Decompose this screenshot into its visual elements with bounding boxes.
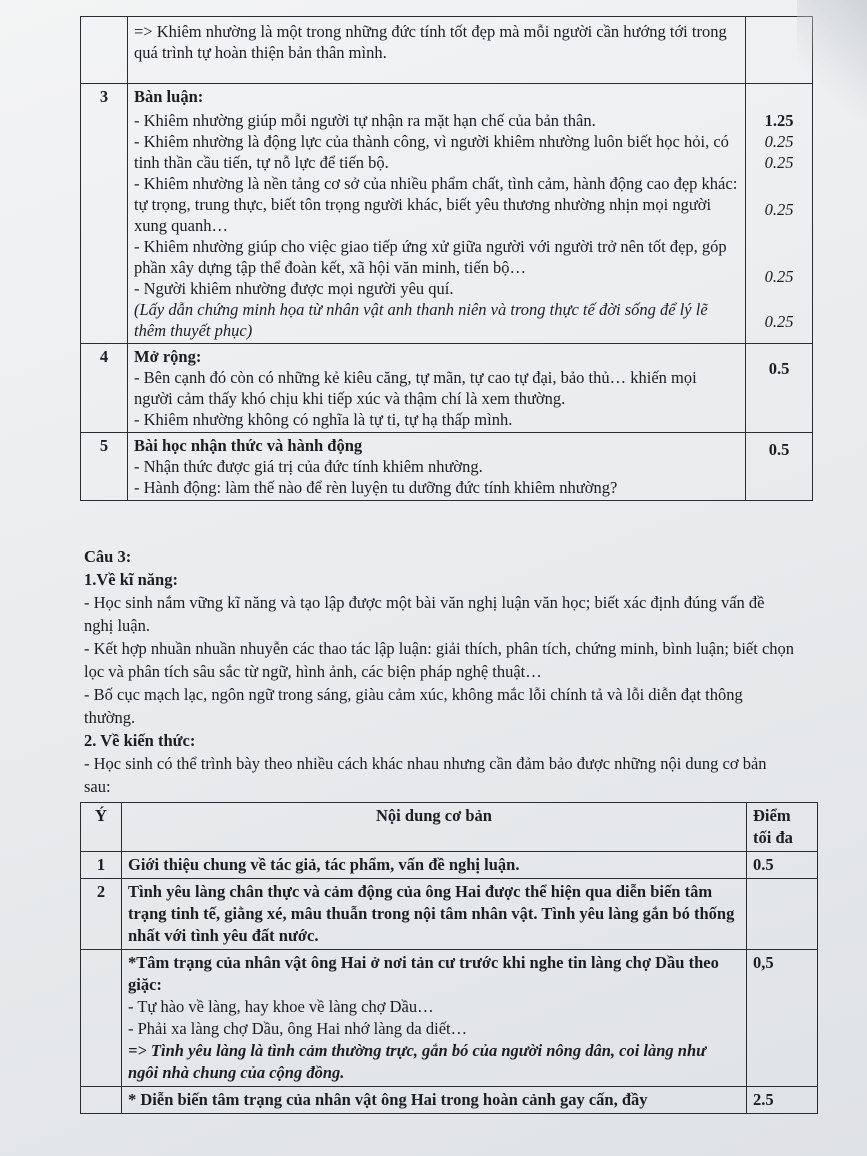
list-item: - Người khiêm nhường được mọi người yêu quí.	[134, 279, 454, 298]
score-value: 0.25	[764, 267, 794, 286]
row-number: 3	[81, 84, 128, 344]
skills-heading: 1.Về kĩ năng:	[84, 570, 178, 589]
evidence-note: (Lấy dẫn chứng minh họa từ nhân vật anh thanh niên và trong thực tế đời sống để lý lẽ thêm thuyết phục)	[134, 300, 708, 340]
score-value: 0,5	[747, 950, 818, 1087]
list-item: - Tự hào về làng, hay khoe về làng chợ Dầu…	[128, 997, 434, 1016]
score-value	[747, 879, 818, 950]
list-item: - Nhận thức được giá trị của đức tính khiêm nhường.	[134, 457, 483, 476]
row-number: 4	[81, 344, 128, 433]
table-header-row	[81, 803, 818, 852]
row-heading: Mở rộng:	[134, 347, 202, 366]
score-value: 0.5	[746, 433, 813, 501]
list-item: - Khiêm nhường là nền tảng cơ sở của nhiều phẩm chất, tình cảm, hành động cao đẹp khác: tự trọng, trung thực, biết tôn trọng người khác, biết yêu thương nhường nhịn mọi người xung quanh…	[134, 174, 738, 235]
content-cell: * Diễn biến tâm trạng của nhân vật ông Hai trong hoàn cảnh gay cấn, đầy	[122, 1087, 747, 1114]
grading-table-cau3	[80, 802, 818, 1114]
row-number: 1	[81, 852, 122, 879]
score-cell	[746, 84, 813, 344]
list-item: - Khiêm nhường giúp cho việc giao tiếp ứng xử giữa người với người trở nên tốt đẹp, góp phần xây dựng tập thể đoàn kết, xã hội văn minh, tiến bộ…	[134, 237, 727, 277]
table-row	[81, 852, 818, 879]
skill-item: - Kết hợp nhuần nhuần nhuyễn các thao tác lập luận: giải thích, phân tích, chứng minh, bình luận; biết chọn lọc và phân tích sâu sắc từ ngữ, hình ảnh, các biện pháp nghệ thuật…	[84, 639, 795, 681]
score-value: 0.25	[764, 200, 794, 219]
score-value: 0.25	[764, 132, 794, 151]
content-cell: Tình yêu làng chân thực và cảm động của ông Hai được thể hiện qua diễn biến tâm trạng tinh tế, giằng xé, mâu thuẫn trong nội tâm nhân vật. Tình yêu làng gắn bó thống nhất với tình yêu đất nước.	[122, 879, 747, 950]
table-row	[81, 1087, 818, 1114]
row-heading: Bàn luận:	[134, 87, 204, 106]
skill-item: - Bố cục mạch lạc, ngôn ngữ trong sáng, giàu cảm xúc, không mắc lỗi chính tả và lỗi diễn đạt thông thường.	[84, 685, 743, 727]
content-cell	[128, 84, 746, 344]
score-cell	[746, 17, 813, 84]
table-row	[81, 84, 813, 344]
table-row	[81, 344, 813, 433]
row-number: 2	[81, 879, 122, 950]
skill-item: - Học sinh nắm vững kĩ năng và tạo lập được một bài văn nghị luận văn học; biết xác định đúng vấn đề nghị luận.	[84, 593, 765, 635]
grading-table-cau2	[80, 16, 813, 501]
score-value: 0.5	[747, 852, 818, 879]
content-cell	[128, 17, 746, 84]
knowledge-heading: 2. Về kiến thức:	[84, 731, 196, 750]
column-header: Ý	[81, 803, 122, 852]
row-number-cell	[81, 17, 128, 84]
table-row	[81, 433, 813, 501]
content-cell	[122, 950, 747, 1087]
question-title: Câu 3:	[84, 547, 132, 566]
list-item: - Khiêm nhường không có nghĩa là tự ti, tự hạ thấp mình.	[134, 410, 513, 429]
score-value: 0.25	[764, 312, 794, 331]
row-number: 5	[81, 433, 128, 501]
row-number-cell	[81, 950, 122, 1087]
table-row	[81, 950, 818, 1087]
content-cell	[128, 344, 746, 433]
content-cell: Giới thiệu chung về tác giả, tác phẩm, vấn đề nghị luận.	[122, 852, 747, 879]
score-total: 1.25	[764, 111, 794, 130]
content-cell	[128, 433, 746, 501]
list-item: - Bên cạnh đó còn có những kẻ kiêu căng, tự mãn, tự cao tự đại, bảo thủ… khiến mọi người cảm thấy khó chịu khi tiếp xúc và thậm chí là xem thường.	[134, 368, 697, 408]
row-heading: *Tâm trạng của nhân vật ông Hai ở nơi tản cư trước khi nghe tin làng chợ Dầu theo giặc:	[128, 953, 719, 994]
list-item: - Hành động: làm thế nào để rèn luyện tu dưỡng đức tính khiêm nhường?	[134, 478, 618, 497]
score-value: 0.5	[746, 344, 813, 433]
row-heading: Bài học nhận thức và hành động	[134, 436, 363, 455]
conclusion-text: => Tình yêu làng là tình cảm thường trực, gắn bó của người nông dân, coi làng như ngôi nhà chung của cộng đồng.	[128, 1041, 707, 1082]
list-item: - Phải xa làng chợ Dầu, ông Hai nhớ làng da diết…	[128, 1019, 468, 1038]
cau3-section	[84, 545, 796, 798]
score-value: 0.25	[764, 153, 794, 172]
row-number-cell	[81, 1087, 122, 1114]
table-row	[81, 879, 818, 950]
column-header: Điểm tối đa	[747, 803, 818, 852]
score-value: 2.5	[747, 1087, 818, 1114]
conclusion-text: => Khiêm nhường là một trong những đức tính tốt đẹp mà mỗi người cần hướng tới trong quá trình tự hoàn thiện bản thân mình.	[134, 22, 727, 62]
knowledge-intro: - Học sinh có thể trình bày theo nhiều cách khác nhau nhưng cần đảm bảo được những nội dung cơ bản sau:	[84, 754, 767, 796]
table-row	[81, 17, 813, 84]
column-header: Nội dung cơ bản	[122, 803, 747, 852]
list-item: - Khiêm nhường giúp mỗi người tự nhận ra mặt hạn chế của bản thân.	[134, 111, 596, 130]
list-item: - Khiêm nhường là động lực của thành công, vì người khiêm nhường luôn biết học hỏi, có tinh thần cầu tiến, tự nỗ lực để tiến bộ.	[134, 132, 729, 172]
